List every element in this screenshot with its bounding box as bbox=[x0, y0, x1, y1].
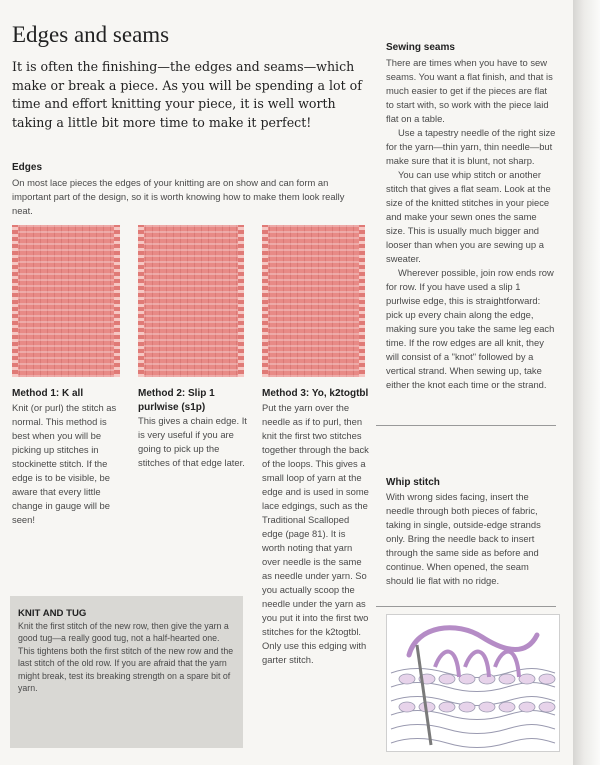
needle-icon bbox=[417, 645, 431, 745]
sewing-paragraph: You can use whip stitch or another stitch that gives a flat seam. Look at the size of the knitted stitches in your piece and make your sewn ones the same size. This is usually much bigger and looser than when you are sewing up a sweater. bbox=[386, 169, 551, 264]
method-3-title: Method 3: Yo, k2togtbl bbox=[262, 388, 369, 399]
sewing-paragraph: Use a tapestry needle of the right size for the yarn—thin yarn, thin needle—but make sure that it is blunt, not sharp. bbox=[386, 127, 556, 166]
edges-body: On most lace pieces the edges of your knitting are on show and can form an important part of the design, so it is worth knowing how to make them look really neat. bbox=[12, 177, 345, 216]
sewing-paragraph: There are times when you have to sew seams. You want a flat finish, and that is much easier to get if the pieces are flat to start with, so work with the piece laid flat on a table. bbox=[386, 57, 553, 124]
swatch-photo-method-1 bbox=[12, 225, 120, 377]
divider bbox=[376, 425, 556, 426]
method-3-body: Put the yarn over the needle as if to purl, then knit the first two stitches together through the back of the loops. This gives a small loop of yarn at the edge and is used in some lace edgings, such as the Traditional Scalloped edge (page 81). It is worth noting that yarn over needle is the same as needle under yarn. So you actually scoop the needle under the yarn as you put it into the first two stitches for the k2togtbl. Only use this edging with garter stitch. bbox=[262, 401, 369, 665]
page-title: Edges and seams bbox=[12, 22, 170, 47]
method-2 bbox=[138, 387, 250, 470]
tip-body: Knit the first stitch of the new row, then give the yarn a good tug—a really good tug, not a half-hearted one. This tightens both the first stitch of the new row and the last stitch of the old row. If you are afraid that the yarn might break, test its breaking strength on a spare bit of yarn. bbox=[18, 621, 234, 694]
whip-stitch-body: With wrong sides facing, insert the needle through both pieces of fabric, taking in single, outside-edge strands only. Bring the needle back to insert through the same side as before and continue. When opened, the seam should lie flat with no ridge. bbox=[386, 491, 541, 586]
whip-stitch-illustration bbox=[386, 614, 560, 752]
method-2-body: This gives a chain edge. It is very useful if you are going to pick up the stitches of that edge later. bbox=[138, 415, 247, 468]
divider bbox=[376, 606, 556, 607]
whip-stitch-heading: Whip stitch bbox=[386, 477, 440, 488]
tip-box bbox=[10, 596, 243, 748]
whip-stitch-drawing bbox=[387, 615, 559, 751]
tip-heading: KNIT AND TUG bbox=[18, 608, 87, 619]
method-2-title: Method 2: Slip 1 purlwise (s1p) bbox=[138, 388, 215, 413]
page-gutter bbox=[573, 0, 600, 765]
intro-paragraph: It is often the finishing—the edges and seams—which make or break a piece. As you will be spending a lot of time and effort knitting your piece, it is well worth taking a little bit more time to make it perfect! bbox=[12, 59, 362, 130]
method-1-title: Method 1: K all bbox=[12, 388, 84, 399]
swatch-photo-method-3 bbox=[262, 225, 365, 377]
swatch-photo-method-2 bbox=[138, 225, 244, 377]
method-3 bbox=[262, 387, 370, 667]
method-1-body: Knit (or purl) the stitch as normal. This method is best when you will be picking up stitches in stockinette stitch. If the edge is to be visible, be aware that every little change in gauge will be seen! bbox=[12, 401, 117, 525]
sewing-seams-body bbox=[386, 56, 556, 392]
sewing-paragraph: Wherever possible, join row ends row for row. If you have used a slip 1 purlwise edge, this is straightforward: pick up every chain along the edge, making sure you take the same leg each time. If the row edges are all knit, they will consist of a "knot" followed by a vertical strand. When sewing up, take either the knot each time or the strand. bbox=[386, 267, 555, 390]
sewing-seams-heading: Sewing seams bbox=[386, 42, 455, 53]
method-1 bbox=[12, 387, 124, 527]
edges-heading: Edges bbox=[12, 162, 43, 173]
